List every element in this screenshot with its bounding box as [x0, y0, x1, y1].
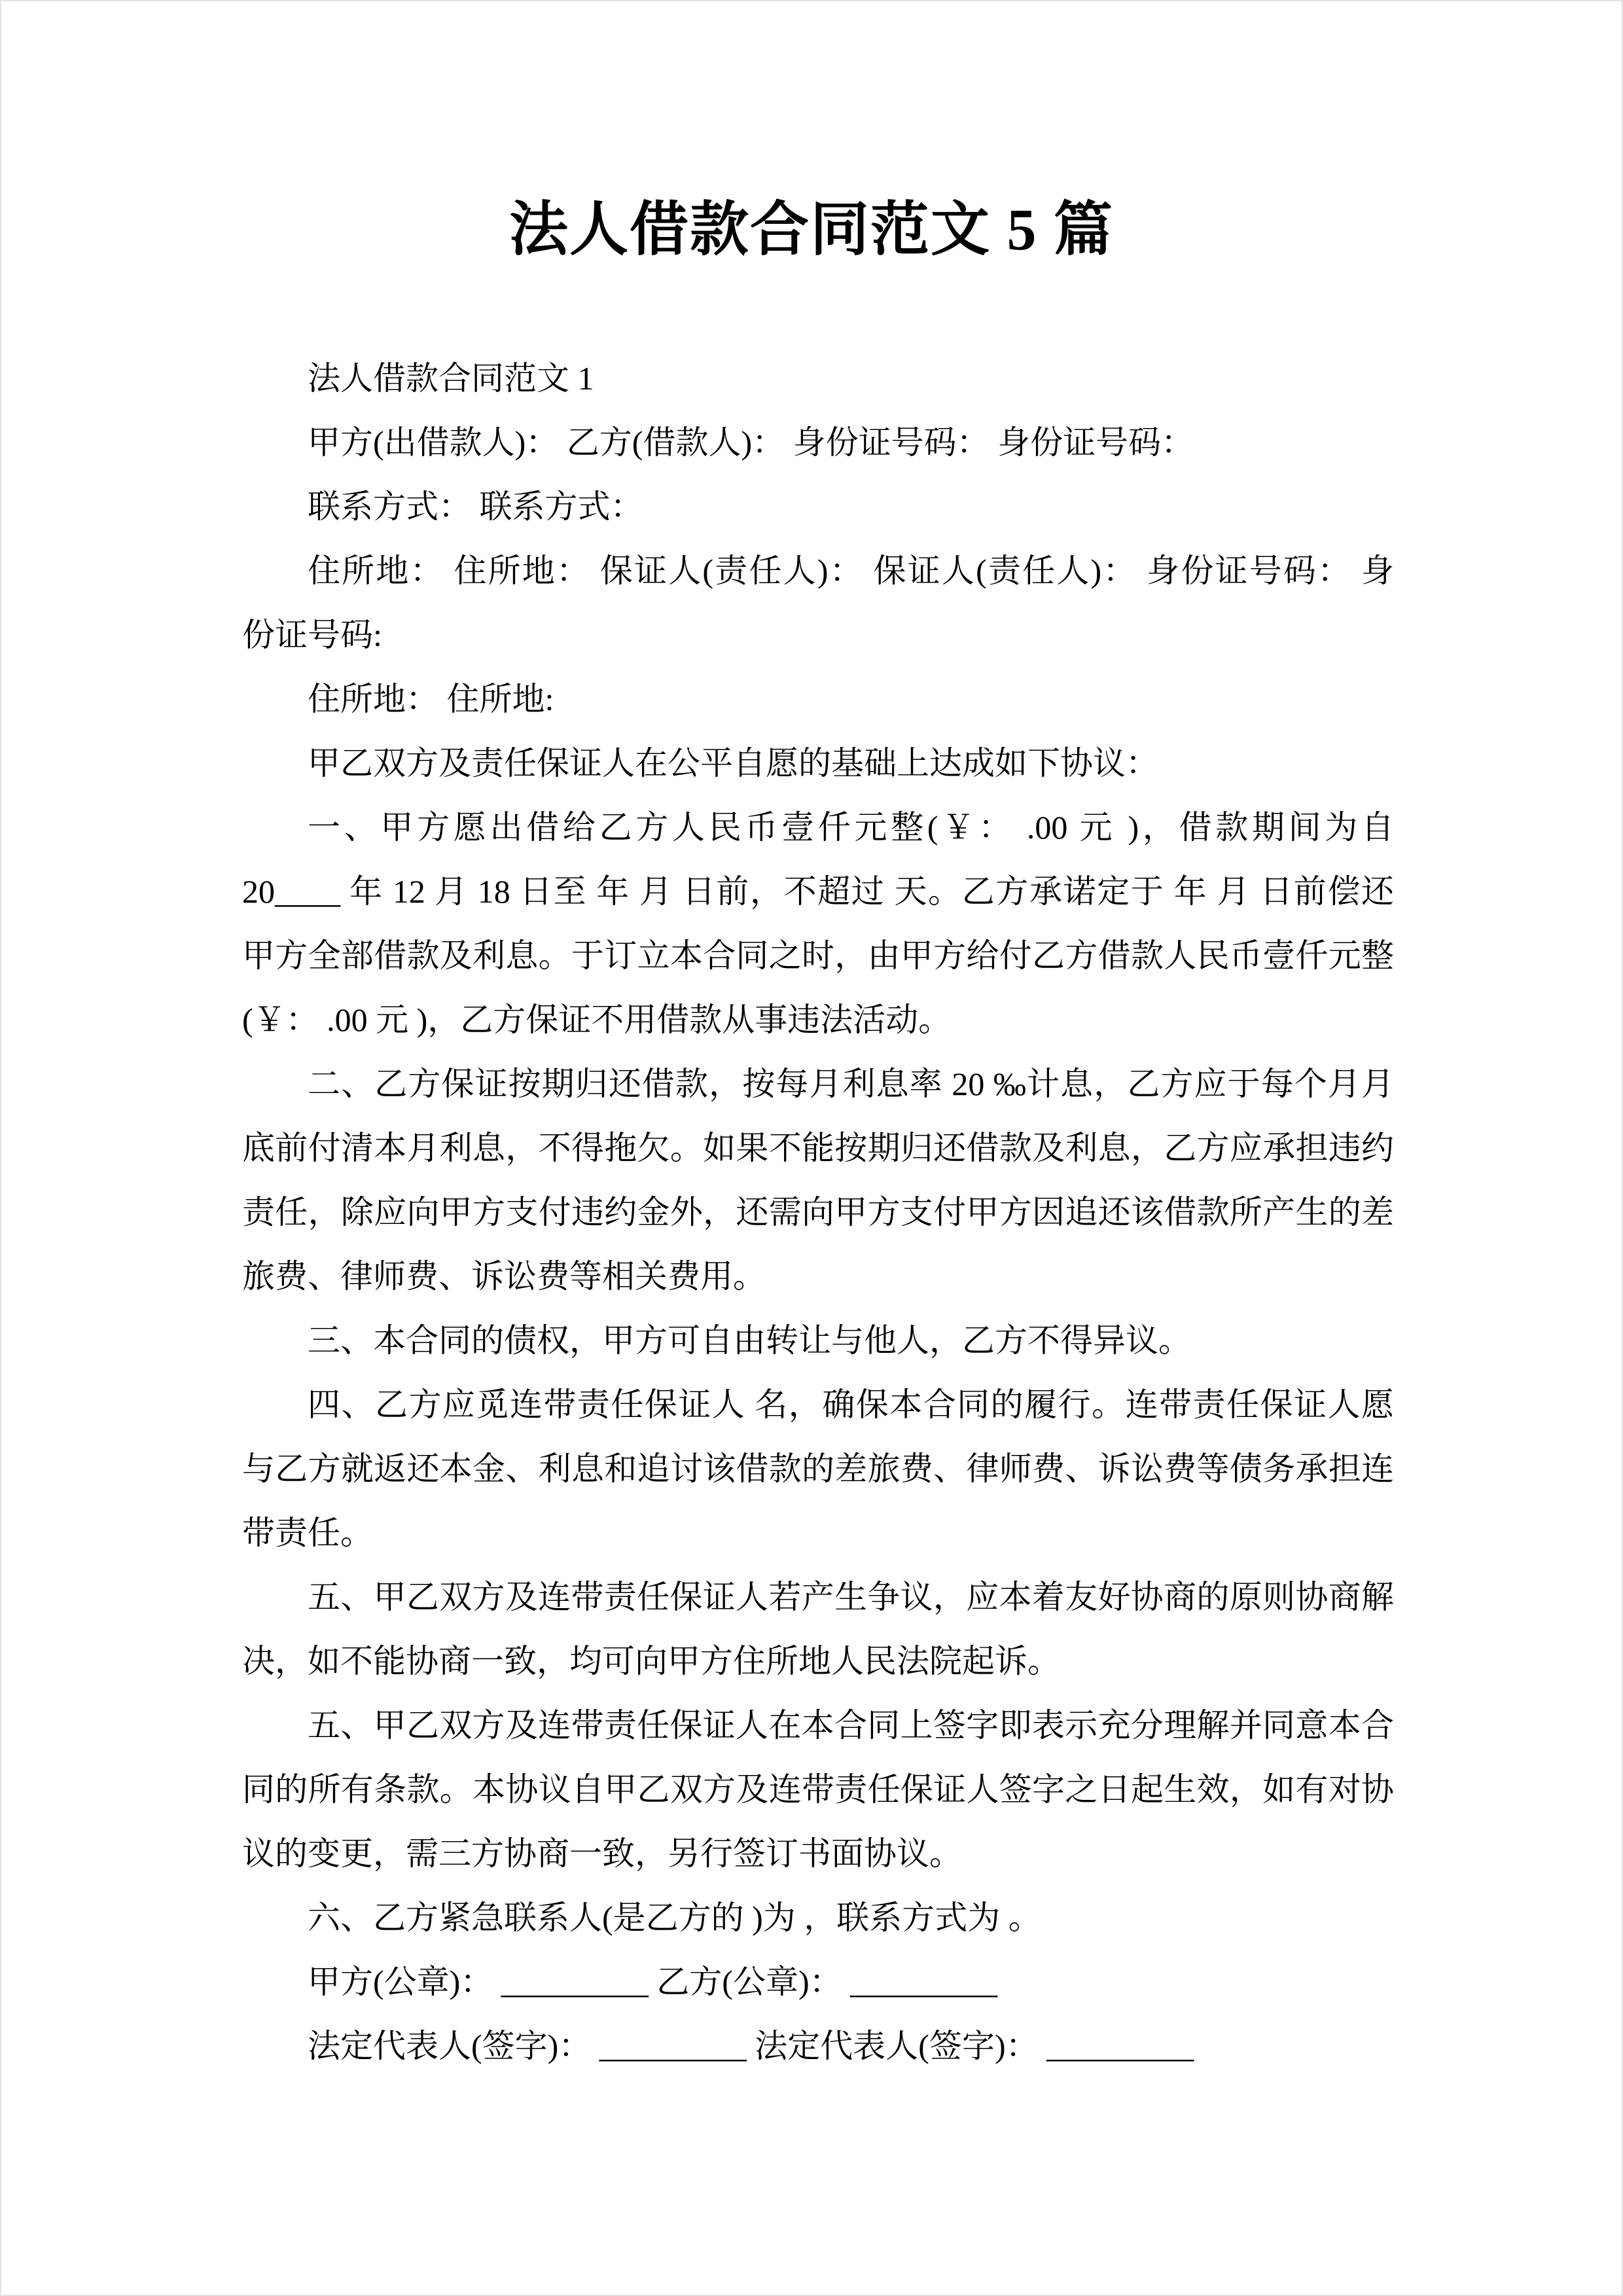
text-line: 四、乙方应觅连带责任保证人 名，确保本合同的履行。连带责任保证人愿	[308, 1386, 1394, 1423]
text-line: 联系方式： 联系方式：	[308, 488, 643, 525]
text-line: 议的变更，需三方协商一致，另行签订书面协议。	[242, 1835, 962, 1872]
text-line: 住所地： 住所地:	[308, 681, 554, 717]
text-line: 六、乙方紧急联系人(是乙方的 )为 ，联系方式为 。	[308, 1899, 1041, 1936]
text-line: 甲方全部借款及利息。于订立本合同之时，由甲方给付乙方借款人民币壹仟元整	[242, 937, 1394, 974]
text-line: 决，如不能协商一致，均可向甲方住所地人民法院起诉。	[242, 1643, 1060, 1679]
text-line: (￥： .00 元 )，乙方保证不用借款从事违法活动。	[242, 1001, 952, 1038]
text-line: 旅费、律师费、诉讼费等相关费用。	[242, 1258, 766, 1295]
text-line: 甲方(公章)： _________ 乙方(公章)： _________	[308, 1964, 998, 2000]
text-line: 二、乙方保证按期归还借款，按每月利息率 20 ‰计息，乙方应于每个月月	[308, 1066, 1394, 1102]
text-line: 一、甲方愿出借给乙方人民币壹仟元整(￥： .00 元 )，借款期间为自	[308, 809, 1394, 846]
text-line: 同的所有条款。本协议自甲乙双方及连带责任保证人签字之日起生效，如有对协	[242, 1771, 1394, 1808]
text-line: 法人借款合同范文 1	[308, 360, 594, 397]
text-line: 份证号码:	[242, 617, 382, 653]
text-line: 五、甲乙双方及连带责任保证人若产生争议，应本着友好协商的原则协商解	[308, 1579, 1394, 1615]
text-line: 责任，除应向甲方支付违约金外，还需向甲方支付甲方因追还该借款所产生的差	[242, 1194, 1394, 1230]
text-line: 与乙方就返还本金、利息和追讨该借款的差旅费、律师费、诉讼费等债务承担连	[242, 1450, 1394, 1487]
text-line: 带责任。	[242, 1515, 373, 1551]
text-line: 底前付清本月利息，不得拖欠。如果不能按期归还借款及利息，乙方应承担违约	[242, 1130, 1394, 1166]
text-line: 甲乙双方及责任保证人在公平自愿的基础上达成如下协议：	[308, 745, 1158, 781]
text-line: 三、本合同的债权，甲方可自由转让与他人，乙方不得异议。	[308, 1322, 1191, 1359]
text-line: 五、甲乙双方及连带责任保证人在本合同上签字即表示充分理解并同意本合	[308, 1707, 1394, 1744]
document-title: 法人借款合同范文 5 篇	[509, 198, 1114, 262]
text-line: 甲方(出借款人)： 乙方(借款人)： 身份证号码： 身份证号码：	[308, 424, 1194, 461]
document-body	[242, 346, 1394, 2078]
text-line: 住所地： 住所地： 保证人(责任人)： 保证人(责任人)： 身份证号码： 身	[308, 552, 1394, 589]
text-line: 法定代表人(签字)： _________ 法定代表人(签字)： _________	[308, 2028, 1194, 2064]
text-line: 20____ 年 12 月 18 日至 年 月 日前，不超过 天。乙方承诺定于 年 月 日前偿还	[242, 873, 1394, 910]
